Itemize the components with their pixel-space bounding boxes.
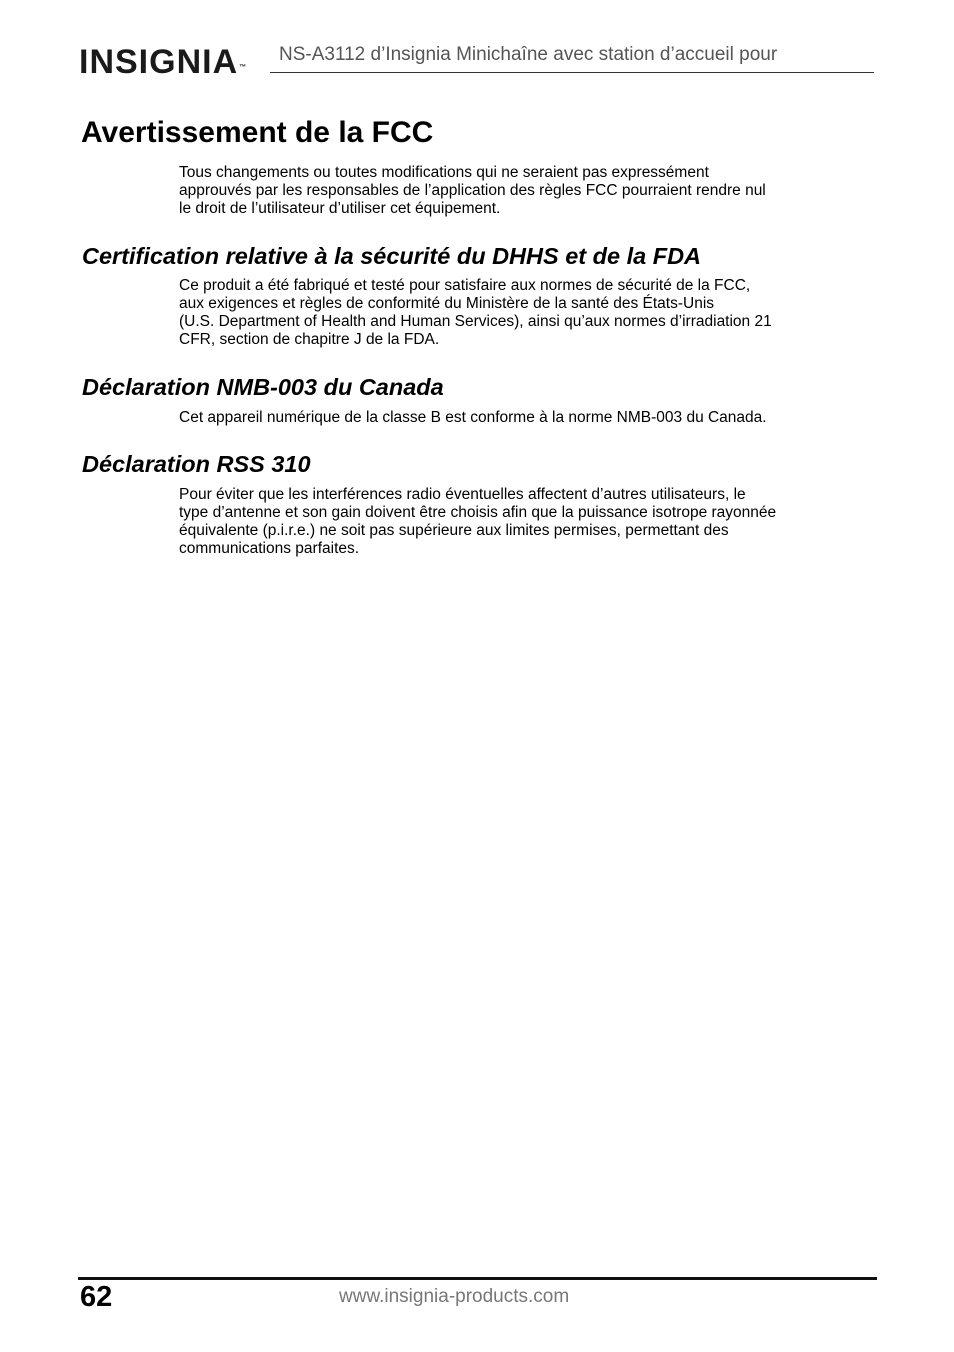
page-number: 62	[80, 1281, 113, 1313]
paragraph-dhhs-fda	[179, 277, 871, 349]
heading-dhhs-fda: Certification relative à la sécurité du DHHS et de la FDA	[82, 243, 702, 269]
text-line: communications parfaites.	[179, 540, 360, 557]
header-title: NS-A3112 d’Insignia Minichaîne avec station d’accueil pour	[279, 44, 778, 65]
heading-nmb-003: Déclaration NMB-003 du Canada	[82, 374, 444, 400]
text-line: CFR, section de chapitre J de la FDA.	[179, 331, 440, 348]
paragraph-nmb-003	[179, 409, 871, 427]
footer-divider	[78, 1277, 877, 1280]
text-line: Ce produit a été fabriqué et testé pour satisfaire aux normes de sécurité de la FCC,	[179, 277, 751, 294]
paragraph-rss-310	[179, 486, 871, 558]
footer-url[interactable]: www.insignia-products.com	[339, 1286, 570, 1307]
trademark-symbol: ™	[239, 64, 247, 71]
heading-rss-310: Déclaration RSS 310	[82, 451, 311, 477]
header-divider	[270, 72, 874, 73]
text-line: le droit de l’utilisateur d’utiliser cet équipement.	[179, 200, 501, 217]
heading-fcc-warning: Avertissement de la FCC	[81, 116, 434, 149]
text-line: aux exigences et règles de conformité du Ministère de la santé des États-Unis	[179, 295, 715, 312]
insignia-logo	[79, 42, 246, 82]
text-line: approuvés par les responsables de l’application des règles FCC pourraient rendre nul	[179, 182, 766, 199]
text-line: équivalente (p.i.r.e.) ne soit pas supérieure aux limites permises, permettant des	[179, 522, 729, 539]
text-line: Tous changements ou toutes modifications qui ne seraient pas expressément	[179, 164, 709, 181]
text-line: Pour éviter que les interférences radio éventuelles affectent d’autres utilisateurs, le	[179, 486, 746, 503]
paragraph-fcc-warning	[179, 164, 871, 218]
text-line: Cet appareil numérique de la classe B est conforme à la norme NMB-003 du Canada.	[179, 409, 767, 426]
text-line: type d’antenne et son gain doivent être choisis afin que la puissance isotrope rayonnée	[179, 504, 777, 521]
logo-text: INSIGNIA	[79, 43, 239, 81]
text-line: (U.S. Department of Health and Human Services), ainsi qu’aux normes d’irradiation 21	[179, 313, 772, 330]
